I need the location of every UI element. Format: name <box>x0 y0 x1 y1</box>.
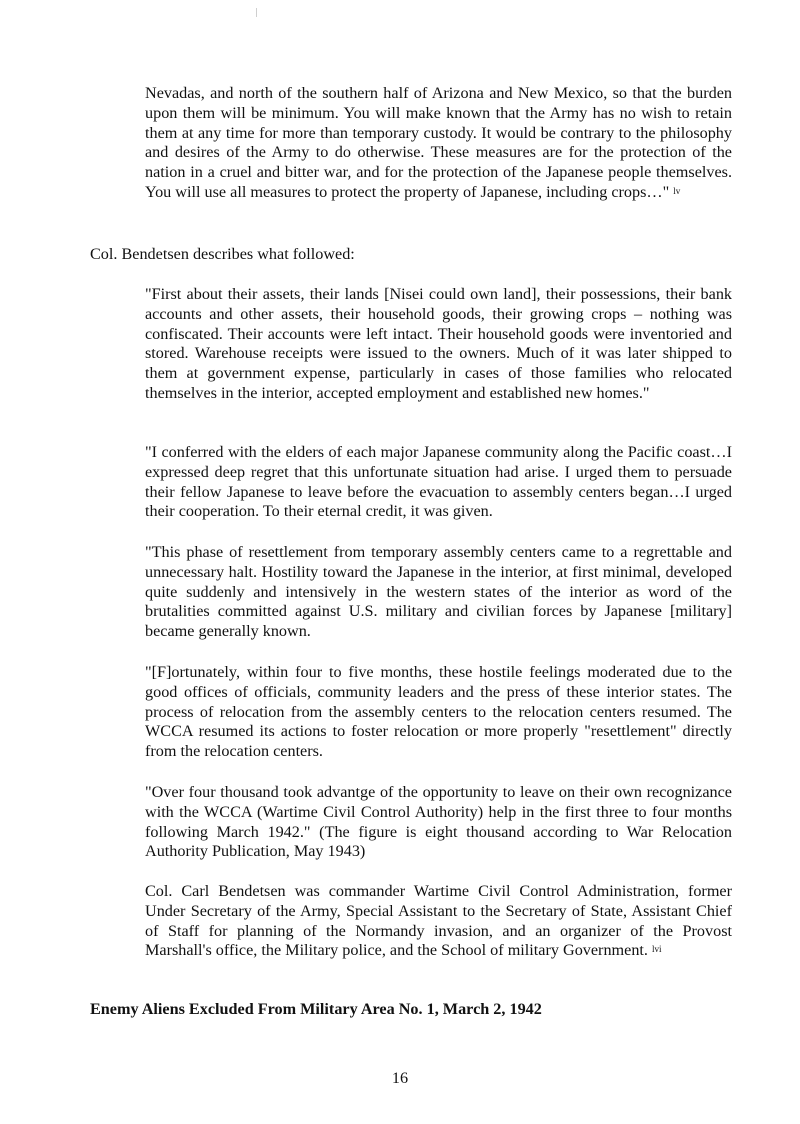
top-edge-mark <box>256 8 257 17</box>
footnote-marker: lv <box>673 185 681 196</box>
quote-paragraph-resettlement-halt <box>145 543 732 642</box>
section-heading: Enemy Aliens Excluded From Military Area No. 1, March 2, 1942 <box>90 1000 542 1018</box>
biography-paragraph <box>145 882 732 961</box>
quote-paragraph-continued <box>145 84 732 203</box>
quote-paragraph-elders <box>145 443 732 522</box>
paragraph-text: Nevadas, and north of the southern half of Arizona and New Mexico, so that the burden upon them will be minimum. You will make known that the Army has no wish to retain them at any time for more than temporary custody. It would be contrary to the philosophy and desires of the Army to do otherwise. These measures are for the protection of the nation in a cruel and bitter war, and for the protection of the Japanese people themselves. You will use all measures to protect the property of Japanese, including crops…" <box>145 84 732 201</box>
paragraph-text: "[F]ortunately, within four to five months, these hostile feelings moderated due to the good offices of officials, community leaders and the press of these interior states. The process of relocation from the assembly centers to the relocation centers resumed. The WCCA resumed its actions to foster relocation or more properly "resettlement" directly from the relocation centers. <box>145 663 732 761</box>
quote-paragraph-assets <box>145 285 732 404</box>
paragraph-text: "This phase of resettlement from temporary assembly centers came to a regrettable and unnecessary halt. Hostility toward the Japanese in the interior, at first minimal, developed quite suddenly and intensively in the western states of the interior as word of the brutalities committed against U.S. military and civilian forces by Japanese [military] became generally known. <box>145 543 732 641</box>
paragraph-text: "Over four thousand took advantge of the opportunity to leave on their own recognizance with the WCCA (Wartime Civil Control Authority) help in the first three to four months following March 1942." (The figure is eight thousand according to War Relocation Authority Publication, May 1943) <box>145 783 732 861</box>
paragraph-text: "I conferred with the elders of each major Japanese community along the Pacific coast…I expressed deep regret that this unfortunate situation had arise. I urged them to persuade their fellow Japanese to leave before the evacuation to assembly centers began…I urged their cooperation. To their eternal credit, it was given. <box>145 443 732 521</box>
quote-paragraph-four-thousand <box>145 783 732 862</box>
paragraph-text: Col. Carl Bendetsen was commander Wartime Civil Control Administration, former Under Secretary of the Army, Special Assistant to the Secretary of State, Assistant Chief of Staff for planning of the Normandy invasion, and an organizer of the Provost Marshall's office, the Military police, and the School of military Government. <box>145 882 732 960</box>
paragraph-text: "First about their assets, their lands [Nisei could own land], their possessions, their bank accounts and other assets, their household goods, their growing crops – nothing was confiscated. Their accounts were left intact. Their household goods were inventoried and stored. Warehouse receipts were issued to the owners. Much of it was later shipped to them at government expense, particularly in cases of those families who relocated themselves in the interior, accepted employment and established new homes." <box>145 285 732 402</box>
page-number: 16 <box>391 1069 409 1087</box>
quote-paragraph-hostility-moderated <box>145 663 732 762</box>
paragraph-text: Col. Bendetsen describes what followed: <box>90 245 355 263</box>
footnote-marker: lvi <box>652 944 662 955</box>
intro-paragraph <box>90 245 732 265</box>
